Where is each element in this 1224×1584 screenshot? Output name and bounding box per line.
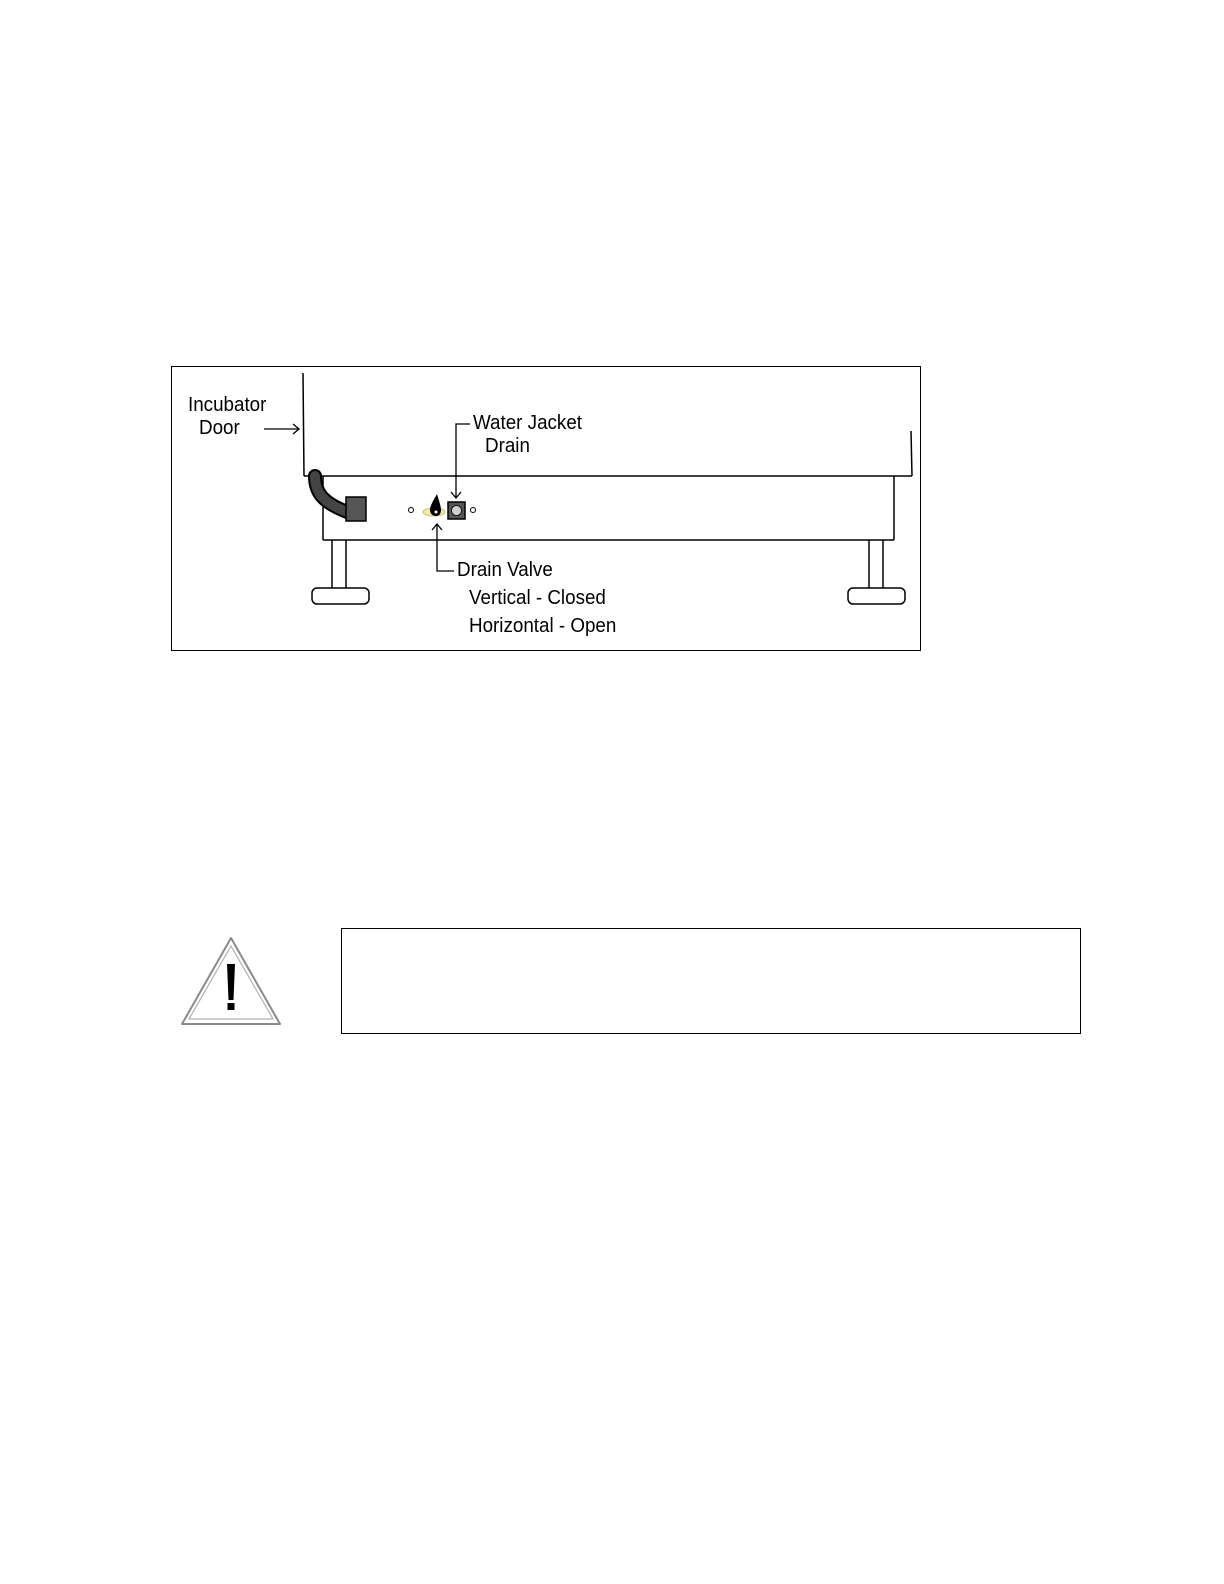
screw-right	[471, 508, 476, 513]
water-jacket-drain-label-line2: Drain	[485, 435, 530, 457]
water-jacket-drain-port-icon	[448, 502, 465, 519]
warning-triangle-icon	[178, 934, 284, 1030]
left-leg	[312, 540, 369, 604]
screw-left	[409, 508, 414, 513]
drain-valve-label-line3: Horizontal - Open	[469, 615, 617, 637]
incubator-door-arrow	[264, 424, 299, 434]
incubator-drain-diagram	[171, 366, 921, 651]
water-jacket-drain-label-line1: Water Jacket	[473, 412, 583, 434]
cabinet-base	[323, 476, 894, 540]
water-jacket-drain-arrow	[451, 424, 470, 498]
drain-valve-arrow	[432, 524, 454, 571]
drain-valve-label-line2: Vertical - Closed	[469, 587, 606, 609]
drain-valve-icon	[423, 494, 445, 516]
incubator-door-label-line1: Incubator	[188, 394, 267, 416]
hose-connector	[346, 497, 366, 521]
drain-valve-label-line1: Drain Valve	[457, 559, 553, 581]
incubator-door-label-line2: Door	[199, 417, 240, 439]
cabinet-body	[303, 373, 912, 476]
hose	[315, 476, 350, 513]
caution-box	[341, 928, 1081, 1034]
right-leg	[848, 540, 905, 604]
